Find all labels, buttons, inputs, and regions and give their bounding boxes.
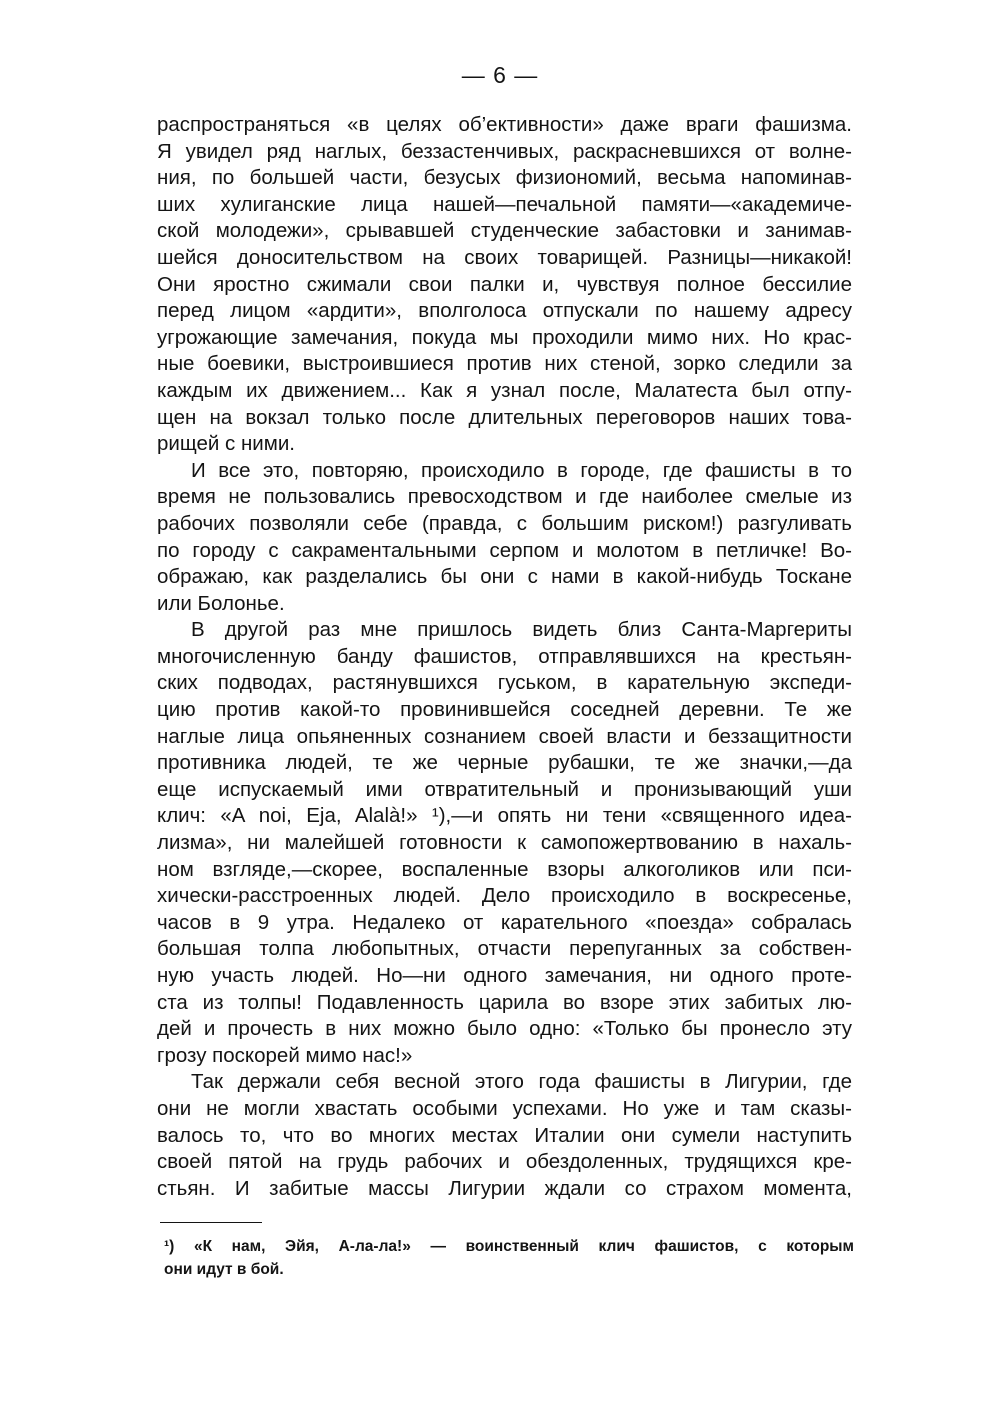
text-line: хически-расстроенных людей. Дело происходило в воскресенье, <box>157 884 852 908</box>
text-line: или Болонье. <box>157 591 285 615</box>
text-line: И все это, повторяю, происходило в городе, где фашисты в то <box>191 458 852 482</box>
text-line: грозу поскорей мимо нас!» <box>157 1043 413 1067</box>
text-line: В другой раз мне пришлось видеть близ Санта-Маргериты <box>191 618 852 642</box>
footnote-divider <box>160 1222 262 1223</box>
footnote <box>164 1235 854 1281</box>
text-line: наглые лица опьяненных сознанием своей власти и беззащитности <box>157 724 852 748</box>
text-line: по городу с сакраментальными серпом и молотом в петличке! Во- <box>157 538 852 562</box>
text-line: они не могли хвастать особыми успехами. Но уже и там сказы- <box>157 1096 852 1120</box>
footnote-line: ¹) «К нам, Эйя, А-ла-ла!» — воинственный клич фашистов, с которым <box>164 1238 854 1255</box>
text-line: рабочих позволяли себе (правда, с большим риском!) разгуливать <box>157 511 852 535</box>
text-line: каждым их движением... Как я узнал после, Малатеста был отпу- <box>157 378 852 402</box>
text-line: перед лицом «ардити», вполголоса отпускали по нашему адресу <box>157 299 852 323</box>
text-line: своей пятой на грудь рабочих и обездоленных, трудящихся кре- <box>157 1150 852 1174</box>
text-line: цию против какой-то провинившейся соседней деревни. Те же <box>157 698 852 722</box>
text-line: дей и прочесть в них можно было одно: «Только бы пронесло эту <box>157 1017 852 1041</box>
text-line: щен на вокзал только после длительных переговоров наших това- <box>157 405 852 429</box>
text-line: многочисленную банду фашистов, отправлявшихся на крестьян- <box>157 644 852 668</box>
text-line: большая толпа любопытных, отчасти перепуганных за собствен- <box>157 937 852 961</box>
text-line: стьян. И забитые массы Лигурии ждали со страхом момента, <box>157 1176 852 1200</box>
body-text <box>157 112 852 1202</box>
text-line: угрожающие замечания, покуда мы проходили мимо них. Но крас- <box>157 325 852 349</box>
text-line: ном взгляде,—скорее, воспаленные взоры алкоголиков или пси- <box>157 857 852 881</box>
text-line: ской молодежи», срывавшей студенческие забастовки и занимав- <box>157 219 852 243</box>
text-line: шейся доносительством на своих товарищей. Разницы—никакой! <box>157 245 852 269</box>
text-line: клич: «A noi, Eja, Alalà!» ¹),—и опять ни тени «священного идеа- <box>157 804 852 828</box>
page-number: — 6 — <box>461 62 539 88</box>
text-line: ста из толпы! Подавленность царила во взоре этих забитых лю- <box>157 990 852 1014</box>
paragraph <box>157 617 852 1069</box>
text-line: ображаю, как разделались бы они с нами в какой-нибудь Тоскане <box>157 565 852 589</box>
text-line: валось то, что во многих местах Италии они сумели наступить <box>157 1123 852 1147</box>
text-line: Они яростно сжимали свои палки и, чувствуя полное бессилие <box>157 272 852 296</box>
paragraph <box>157 458 852 618</box>
footnote-line: они идут в бой. <box>164 1261 284 1278</box>
text-line: ских подводах, растянувшихся гуськом, в карательную экспеди- <box>157 671 852 695</box>
text-line: рищей с ними. <box>157 432 295 456</box>
text-line: Так держали себя весной этого года фашисты в Лигурии, где <box>191 1070 852 1094</box>
text-line: ную участь людей. Но—ни одного замечания, ни одного проте- <box>157 964 852 987</box>
text-line: ния, по большей части, безусых физиономий, весьма напоминав- <box>157 166 852 190</box>
text-line: еще испускаемый ими отвратительный и пронизывающий уши <box>157 777 852 801</box>
text-line: часов в 9 утра. Недалеко от карательного «поезда» собралась <box>157 910 852 934</box>
text-line: время не пользовались превосходством и где наиболее смелые из <box>157 485 852 509</box>
text-line: Я увидел ряд наглых, беззастенчивых, раскрасневшихся от волне- <box>157 139 852 163</box>
text-line: ные боевики, выстроившиеся против них стеной, зорко следили за <box>157 352 852 376</box>
text-line: противника людей, те же черные рубашки, те же значки,—да <box>157 751 852 775</box>
paragraph <box>157 1069 852 1202</box>
paragraph <box>157 112 852 458</box>
text-line: распространяться «в целях об’ективности» даже враги фашизма. <box>157 113 852 136</box>
text-line: ших хулиганские лица нашей—печальной памяти—«академиче- <box>157 192 852 216</box>
text-line: лизма», ни малейшей готовности к самопожертвованию в нахаль- <box>157 831 852 855</box>
